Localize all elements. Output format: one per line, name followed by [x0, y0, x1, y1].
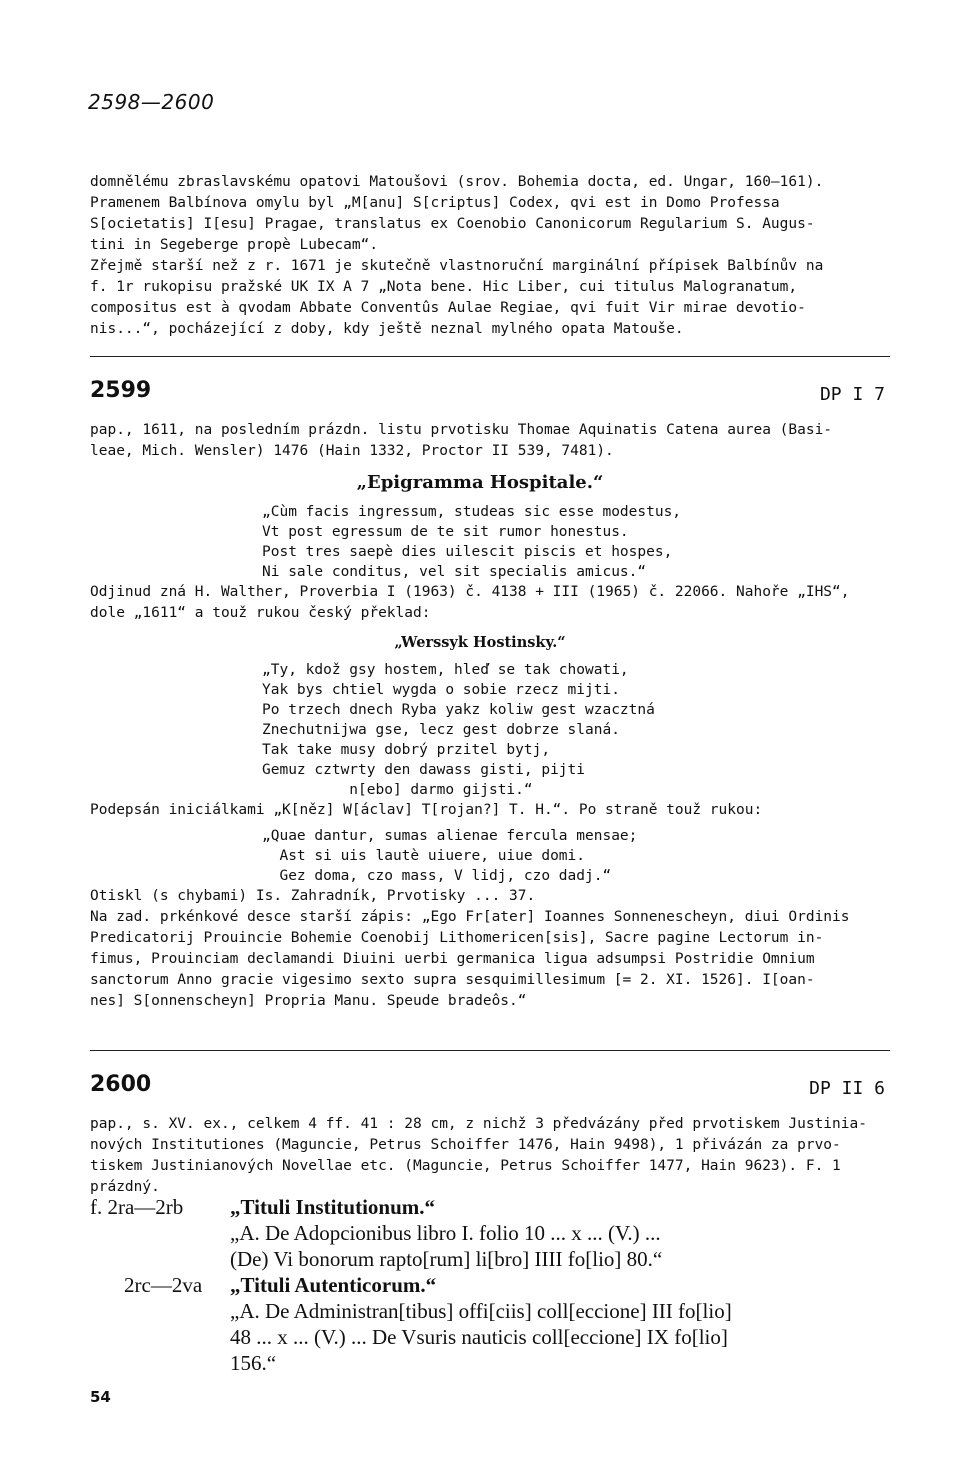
verse-line: Znechutnijwa gse, lecz gest dobrze slaná. — [262, 722, 620, 738]
text-line: Zřejmě starší než z r. 1671 je skutečně vlastnoruční marginální přípisek Balbínův na — [90, 258, 824, 274]
incipit-line: „A. De Adopcionibus libro I. folio 10 ... x ... (V.) ... — [230, 1221, 661, 1245]
poem-quae-dantur — [262, 826, 822, 886]
note-paragraph — [90, 800, 890, 821]
text-line: f. 1r rukopisu pražské UK IX A 7 „Nota bene. Hic Liber, cui titulus Malogranatum, — [90, 279, 798, 295]
text-line: nes] S[onnenscheyn] Propria Manu. Speude bradeôs.“ — [90, 993, 527, 1009]
text-line: leae, Mich. Wensler) 1476 (Hain 1332, Proctor II 539, 7481). — [90, 443, 614, 459]
page-number: 54 — [90, 1388, 111, 1406]
text-line: S[ocietatis] I[esu] Pragae, translatus ex Coenobio Canonicorum Regularium S. Augus- — [90, 216, 815, 232]
incipit-line: 48 ... x ... (V.) ... De Vsuris nauticis coll[eccione] IX fo[lio] — [230, 1325, 728, 1349]
poem-epigramma — [262, 502, 822, 582]
folio-reference: 2rc—2va — [124, 1273, 203, 1297]
entry-2598-continuation — [90, 172, 890, 340]
verse-line: Gemuz cztwrty den dawass gisti, pijti — [262, 762, 586, 778]
note-paragraph — [90, 582, 890, 624]
entry-number: 2600 — [90, 1072, 152, 1097]
work-title: „Werssyk Hostinsky.“ — [394, 634, 566, 651]
text-line: tini in Segeberge propè Lubecam“. — [90, 237, 379, 253]
work-title: „Epigramma Hospitale.“ — [356, 472, 604, 493]
verse-line: „Quae dantur, sumas alienae fercula mensae; — [262, 828, 638, 844]
text-line: fimus, Prouinciam declamandi Diuini uerbi germanica ligua adsumpsi Postridie Omnium — [90, 951, 815, 967]
verse-line: Ni sale conditus, vel sit specialis amicus.“ — [262, 564, 647, 580]
text-line: domnělému zbraslavskému opatovi Matoušovi (srov. Bohemia docta, ed. Ungar, 160—161). — [90, 174, 824, 190]
verse-line: Post tres saepè dies uilescit piscis et hospes, — [262, 544, 673, 560]
text-line: pap., s. XV. ex., celkem 4 ff. 41 : 28 cm, z nichž 3 předvázány před prvotiskem Justinia- — [90, 1116, 867, 1132]
verse-line: „Ty, kdož gsy hostem, hleď se tak chowati, — [262, 662, 629, 678]
text-line: nových Institutiones (Maguncie, Petrus Schoiffer 1476, Hain 9498), 1 přivázán za prvo- — [90, 1137, 841, 1153]
title-text: „Tituli Institutionum.“ — [230, 1195, 436, 1219]
verse-line: „Cùm facis ingressum, studeas sic esse modestus, — [262, 504, 682, 520]
incipit-line: 156.“ — [230, 1351, 277, 1375]
entry-number: 2599 — [90, 378, 152, 403]
text-line: compositus est à qvodam Abbate Conventûs Aulae Regiae, qvi fuit Vir mirae devotio- — [90, 300, 806, 316]
verse-line: Po trzech dnech Ryba yakz koliw gest wzacztná — [262, 702, 655, 718]
shelfmark: DP I 7 — [819, 384, 885, 405]
text-line: Na zad. prkénkové desce starší zápis: „Ego Fr[ater] Ioannes Sonnenescheyn, diui Ordinis — [90, 909, 850, 925]
section-divider — [90, 356, 890, 357]
note-paragraph — [90, 886, 890, 1012]
section-divider — [90, 1050, 890, 1051]
shelfmark: DP II 6 — [809, 1078, 885, 1099]
folio-reference: f. 2ra—2rb — [90, 1195, 184, 1219]
text-line: nis...“, pocházející z doby, kdy ještě neznal mylného opata Matouše. — [90, 321, 684, 337]
verse-line: Ast si uis lautè uiuere, uiue domi. — [262, 848, 586, 864]
verse-line: Tak take musy dobrý przitel bytj, — [262, 742, 551, 758]
verse-line: Vt post egressum de te sit rumor honestus. — [262, 524, 629, 540]
text-line: pap., 1611, na posledním prázdn. listu prvotisku Thomae Aquinatis Catena aurea (Basi- — [90, 422, 833, 438]
text-line: Predicatorij Prouincie Bohemie Coenobij Lithomericen[sis], Sacre pagine Lectorum in- — [90, 930, 824, 946]
text-line: prázdný. — [90, 1179, 160, 1195]
text-line: tiskem Justinianových Novellae etc. (Maguncie, Petrus Schoiffer 1477, Hain 9623). F. 1 — [90, 1158, 841, 1174]
text-line: sanctorum Anno gracie vigesimo sexto supra sesquimillesimum [= 2. XI. 1526]. I[oan- — [90, 972, 815, 988]
running-header: 2598—2600 — [88, 90, 215, 114]
text-line: Pramenem Balbínova omylu byl „M[anu] S[criptus] Codex, qvi est in Domo Professa — [90, 195, 780, 211]
incipit-line: (De) Vi bonorum rapto[rum] li[bro] IIII fo[lio] 80.“ — [230, 1247, 663, 1271]
incipit-line: „A. De Administran[tibus] offi[ciis] coll[eccione] III fo[lio] — [230, 1299, 732, 1323]
entry-description — [90, 420, 890, 462]
text-line: dole „1611“ a touž rukou český překlad: — [90, 605, 431, 621]
entry-description — [90, 1114, 890, 1198]
text-line: Odjinud zná H. Walther, Proverbia I (1963) č. 4138 + III (1965) č. 22066. Nahoře „IHS“, — [90, 584, 850, 600]
verse-line: n[ebo] darmo gijsti.“ — [262, 782, 533, 798]
work-title — [230, 1194, 435, 1220]
verse-line: Gez doma, czo mass, V lidj, czo dadj.“ — [262, 868, 612, 884]
verse-line: Yak bys chtiel wygda o sobie rzecz mijti. — [262, 682, 620, 698]
work-title — [230, 1272, 436, 1298]
text-line: Podepsán iniciálkami „K[něz] W[áclav] T[rojan?] T. H.“. Po straně touž rukou: — [90, 802, 763, 818]
poem-werssyk — [262, 660, 822, 800]
title-text: „Tituli Autenticorum.“ — [230, 1273, 437, 1297]
text-line: Otiskl (s chybami) Is. Zahradník, Prvotisky ... 37. — [90, 888, 536, 904]
